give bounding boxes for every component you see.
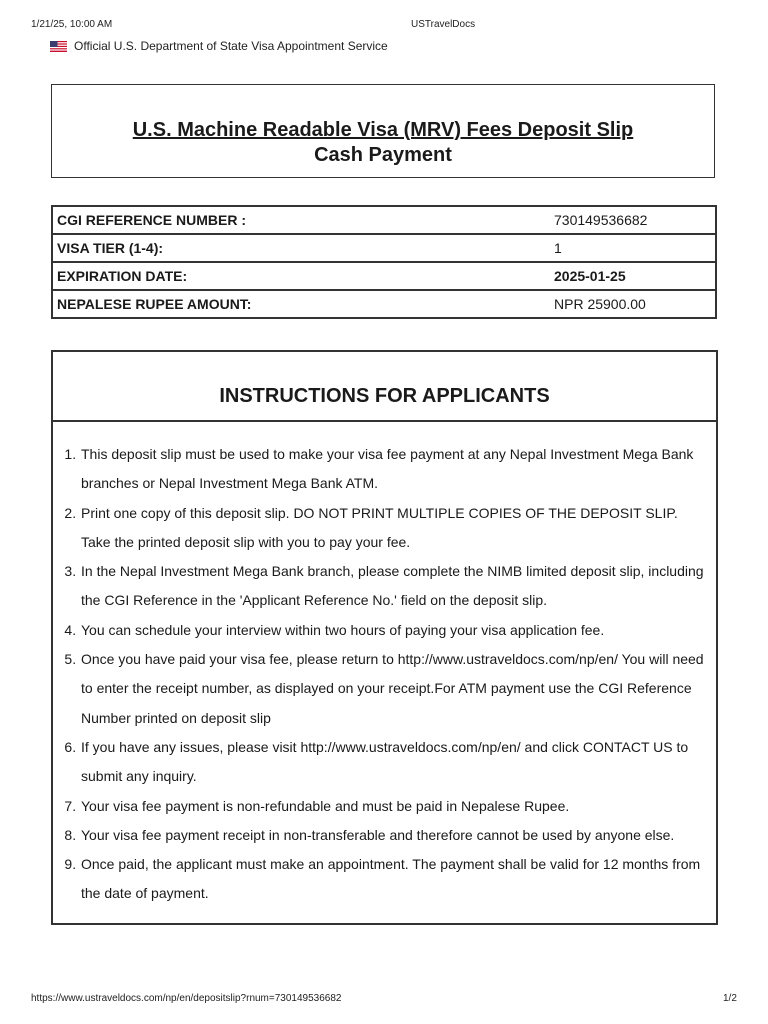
print-site-title: USTravelDocs xyxy=(411,19,476,30)
cgi-reference-value: 730149536682 xyxy=(550,206,716,234)
list-item: 3. In the Nepal Investment Mega Bank branch, please complete the NIMB limited deposit slip, including the CGI Reference in the 'Applicant Reference No.' field on the deposit slip. xyxy=(80,557,706,616)
print-footer-page: 1/2 xyxy=(723,993,737,1004)
rupee-amount-label: NEPALESE RUPEE AMOUNT: xyxy=(52,290,550,318)
instructions-heading: INSTRUCTIONS FOR APPLICANTS xyxy=(53,352,716,422)
us-flag-icon xyxy=(50,41,67,52)
details-table xyxy=(51,205,717,319)
rupee-amount-value: NPR 25900.00 xyxy=(550,290,716,318)
table-row xyxy=(52,262,716,290)
list-item: 5. Once you have paid your visa fee, please return to http://www.ustraveldocs.com/np/en/ You will need to enter the receipt number, as displayed on your receipt.For ATM payment use the CGI Reference Number printed on deposit slip xyxy=(80,645,706,733)
list-item: 6. If you have any issues, please visit http://www.ustraveldocs.com/np/en/ and click CONTACT US to submit any inquiry. xyxy=(80,733,706,792)
cgi-reference-label: CGI REFERENCE NUMBER : xyxy=(52,206,550,234)
instructions-list xyxy=(53,422,716,909)
list-item: 1. This deposit slip must be used to make your visa fee payment at any Nepal Investment Mega Bank branches or Nepal Investment Mega Bank ATM. xyxy=(80,440,706,499)
instructions-box xyxy=(51,350,718,925)
expiration-date-value: 2025-01-25 xyxy=(550,262,716,290)
visa-tier-value: 1 xyxy=(550,234,716,262)
expiration-date-label: EXPIRATION DATE: xyxy=(52,262,550,290)
list-item: 9. Once paid, the applicant must make an appointment. The payment shall be valid for 12 months from the date of payment. xyxy=(80,850,706,909)
print-datetime: 1/21/25, 10:00 AM xyxy=(31,19,113,30)
list-item: 7. Your visa fee payment is non-refundable and must be paid in Nepalese Rupee. xyxy=(80,792,706,821)
list-item: 8. Your visa fee payment receipt in non-transferable and therefore cannot be used by anyone else. xyxy=(80,821,706,850)
slip-title-box xyxy=(51,84,715,178)
table-row xyxy=(52,290,716,318)
slip-subtitle: Cash Payment xyxy=(314,144,452,166)
official-notice-text: Official U.S. Department of State Visa Appointment Service xyxy=(74,39,388,53)
list-item: 4. You can schedule your interview within two hours of paying your visa application fee. xyxy=(80,616,706,645)
official-notice xyxy=(50,39,388,53)
list-item: 2. Print one copy of this deposit slip. DO NOT PRINT MULTIPLE COPIES OF THE DEPOSIT SLIP. Take the printed deposit slip with you to pay your fee. xyxy=(80,499,706,558)
print-footer-url: https://www.ustraveldocs.com/np/en/depositslip?rnum=730149536682 xyxy=(31,993,342,1004)
table-row xyxy=(52,206,716,234)
slip-title: U.S. Machine Readable Visa (MRV) Fees Deposit Slip xyxy=(132,119,634,141)
visa-tier-label: VISA TIER (1-4): xyxy=(52,234,550,262)
table-row xyxy=(52,234,716,262)
